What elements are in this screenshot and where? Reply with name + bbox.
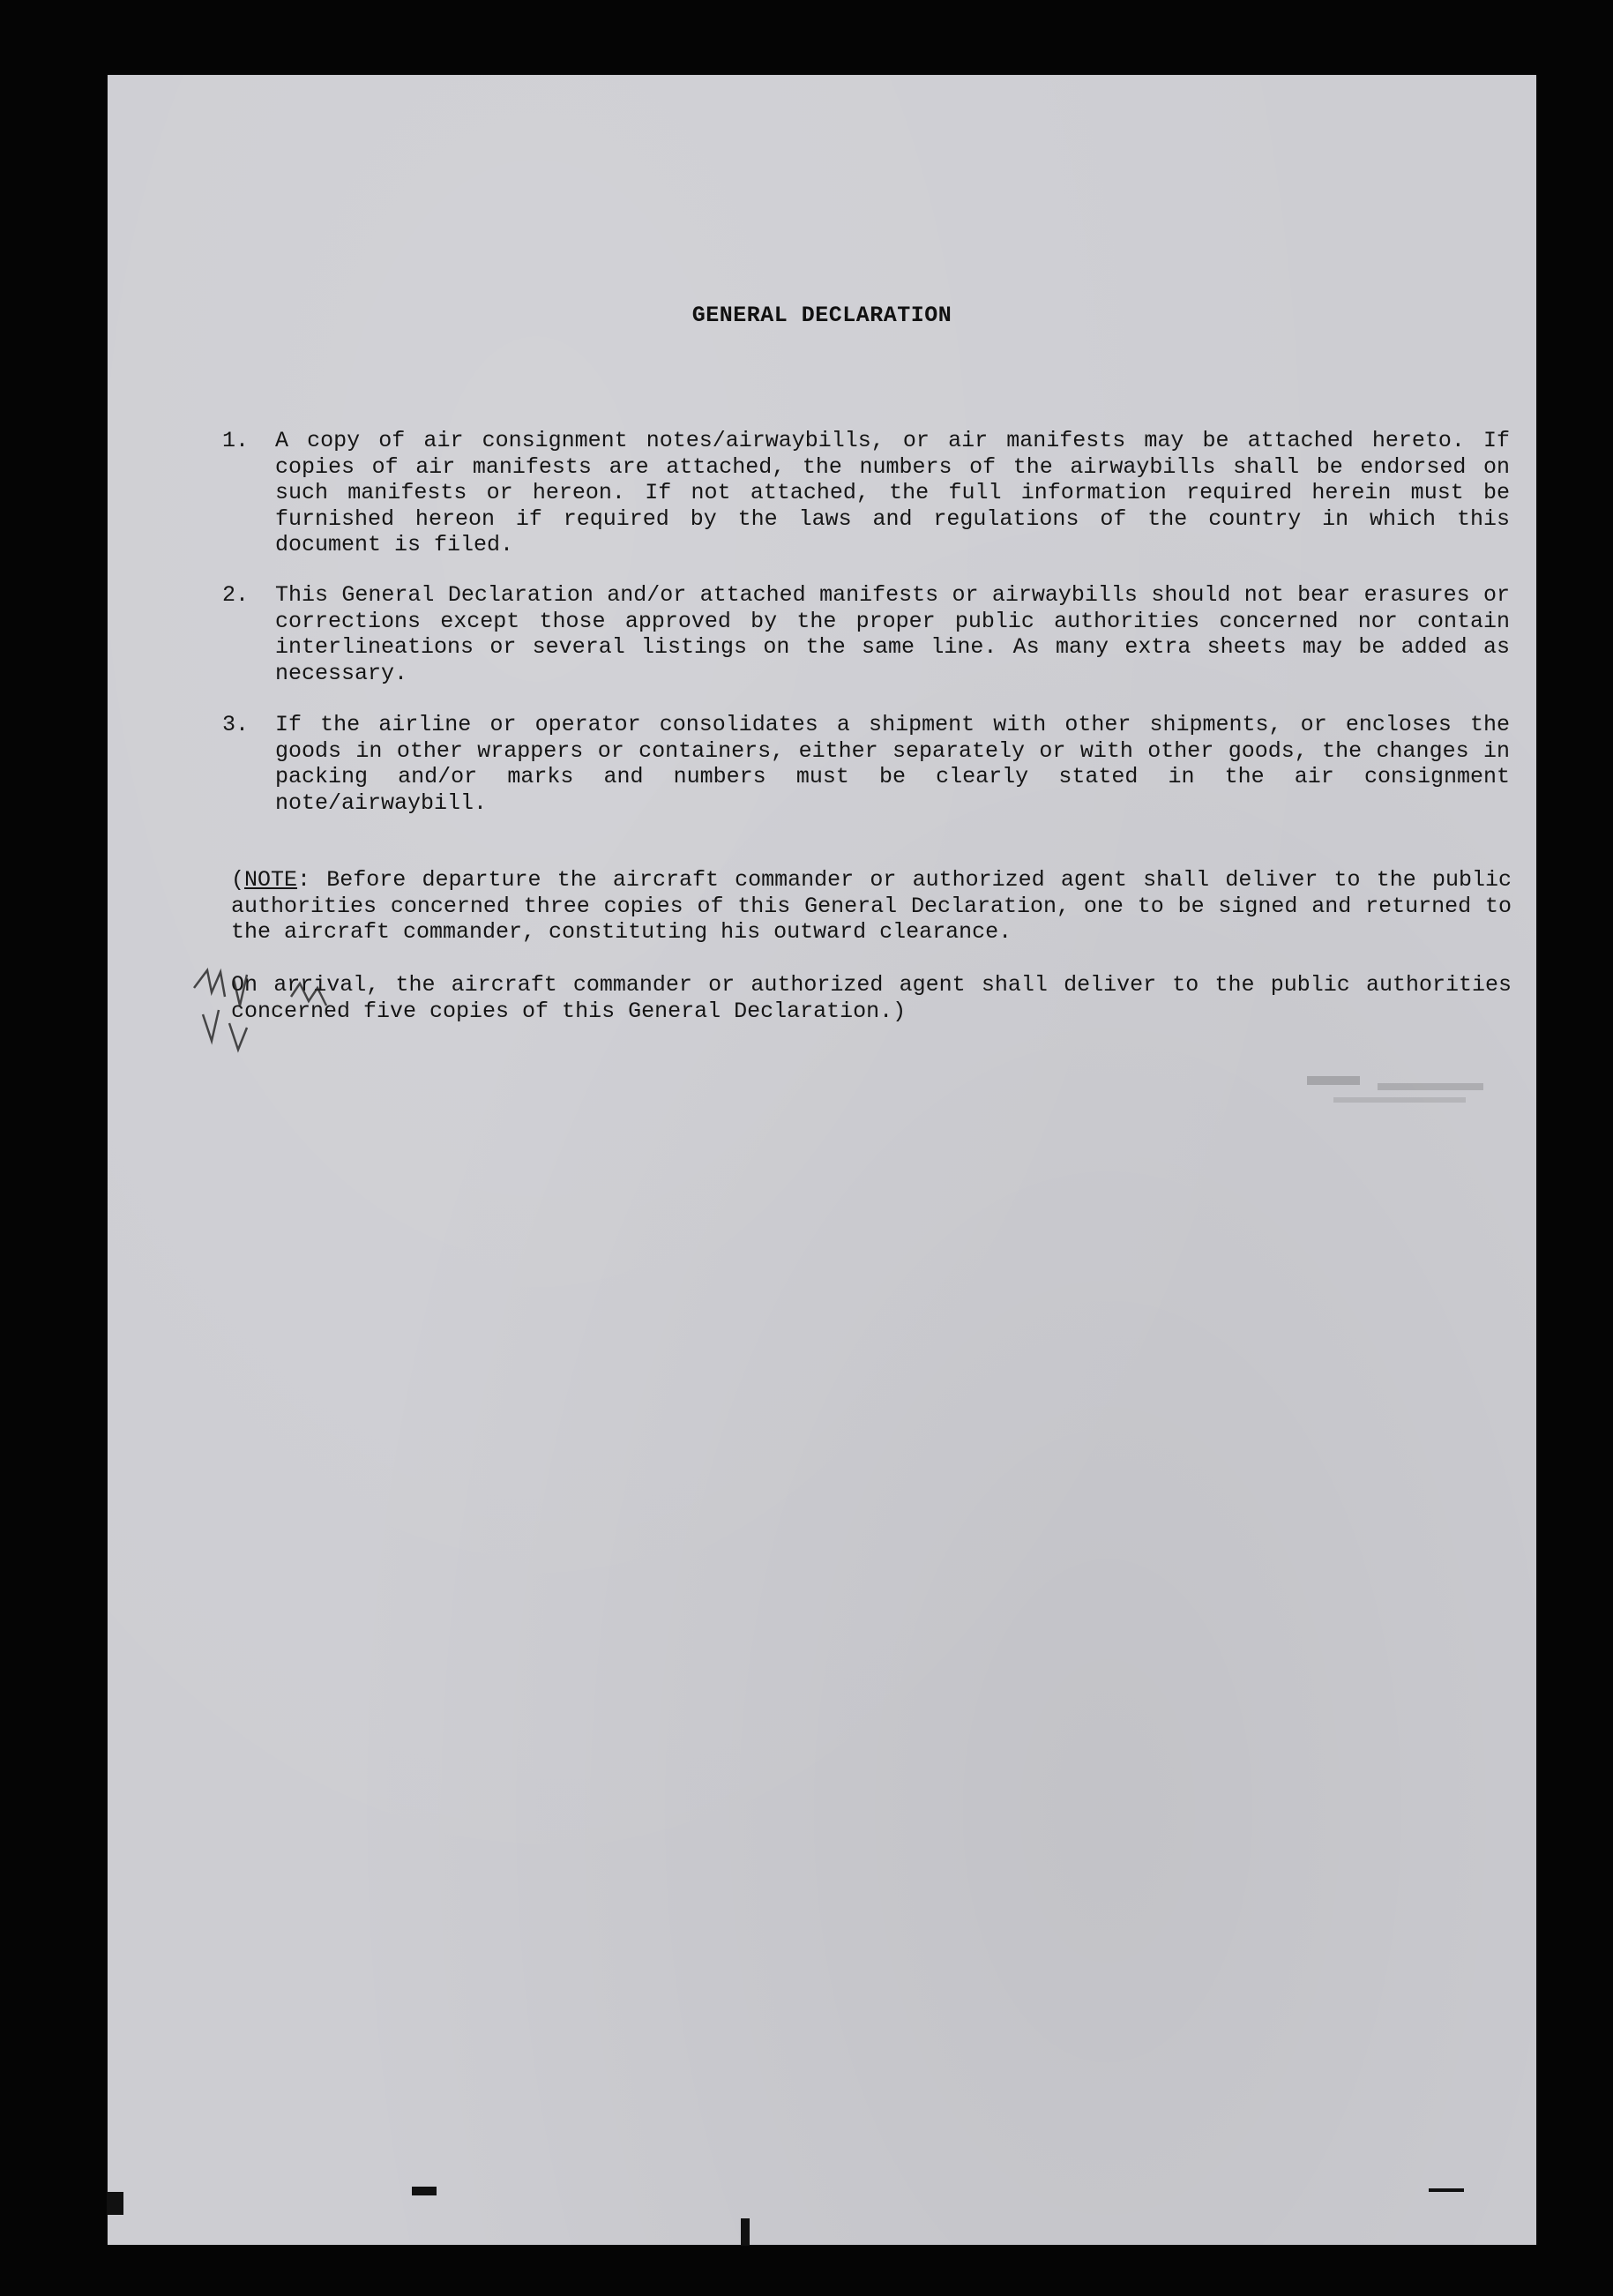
declaration-item-2 — [222, 582, 1510, 686]
edge-mark — [412, 2187, 437, 2195]
handwritten-scribble — [185, 961, 362, 1076]
item-text: If the airline or operator consolidates a shipment with other shipments, or encloses the goods in other wrappers or containers, either separately or with other goods, the changes in packing and/or marks and numbers must be clearly stated in the air consignment note/airwaybill. — [275, 712, 1510, 816]
arrival-paragraph: On arrival, the aircraft commander or authorized agent shall deliver to the public authorities concerned five copies of this General Declaration.) — [231, 972, 1512, 1024]
item-text: This General Declaration and/or attached manifests or airwaybills should not bear erasures or corrections except those approved by the proper public authorities concerned nor contain interlineations or several listings on the same line. As many extra sheets may be added as necessary. — [275, 582, 1510, 686]
item-number: 3. — [222, 712, 250, 737]
edge-mark — [108, 2192, 123, 2215]
item-number: 2. — [222, 582, 250, 608]
declaration-item-3 — [222, 712, 1510, 816]
note-label: NOTE — [244, 867, 298, 893]
bleed-through-marks — [1298, 1067, 1510, 1120]
item-text: A copy of air consignment notes/airwaybills, or air manifests may be attached hereto. If copies of air manifests are attached, the numbers of the airwaybills shall be endorsed on such manifests or hereon. If not attached, the full information required herein must be furnished hereon if required by the laws and regulations of the country in which this document is filed. — [275, 428, 1510, 557]
edge-mark — [1429, 2188, 1464, 2192]
document-title: GENERAL DECLARATION — [691, 303, 952, 328]
edge-mark — [741, 2218, 750, 2245]
document-page — [108, 75, 1536, 2245]
note-text: : Before departure the aircraft commander or authorized agent shall deliver to the public authorities concerned three copies of this General Declaration, one to be signed and returned to the aircraft commander, constituting his outward clearance. — [231, 867, 1512, 945]
item-number: 1. — [222, 428, 250, 453]
declaration-item-1 — [222, 428, 1510, 558]
note-paragraph — [231, 867, 1512, 946]
note-open-paren: ( — [231, 867, 245, 893]
